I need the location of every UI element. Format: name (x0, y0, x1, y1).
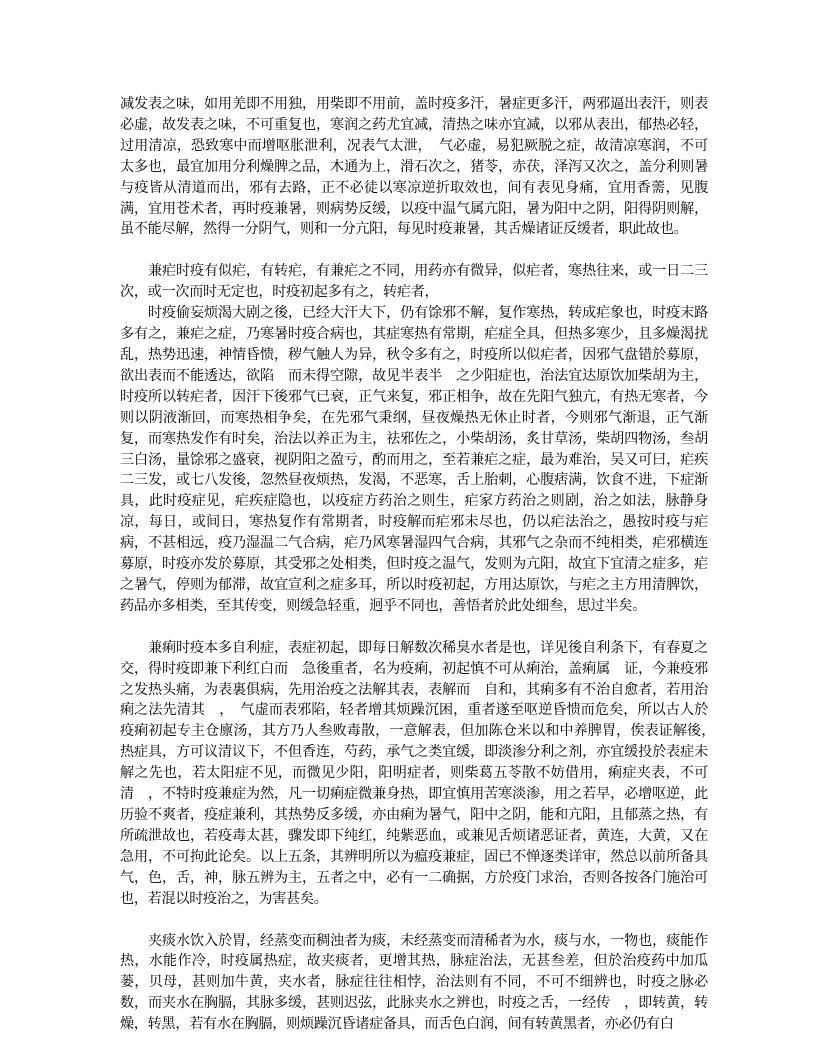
paragraph-2: 兼疟时疫有似疟，有转疟，有兼疟之不同，用药亦有微异，似疟者，寒热往来，或一日二三次，或一次而时无定也，时疫初起多有之，转疟者， (120, 263, 708, 301)
paragraph-gap (120, 240, 708, 261)
document-page (120, 94, 722, 1035)
paragraph-4: 兼痢时疫本多自利症，表症初起，即每日解数次稀臭水者是也，详见後自利条下，有春夏之交，得时疫即兼下利红白而 急後重者，名为疫痢，初起慎不可从痢治，盖痢属 证，今兼疫邪之发热头痛，为表裏俱病，先用治疫之法解其表，表解而 自和，其痢多有不治自愈者，若用治痢之法先清其 ， 气虚而表邪陷，轻者增其烦躁沉困，重者遂至呕逆昏愦而危矣，所以古人於疫痢初起专主仓廪汤，其方乃人叁败毒散，一意解表，但加陈仓米以和中养脾胃，俟表证解後， 热症具，方可议清议下，不但香连，芍药，承气之类宜缓，即淡渗分利之剂，亦宜缓投於表症未解之先也，若太阳症不见，而微见少阳，阳明症者，则柴葛五苓散不妨借用，痢症夹表，不可清 ，不特时疫兼症为然，凡一切痢症微兼身热，即宜慎用苦寒淡渗，用之若早，必增呕逆，此历验不爽者，疫症兼利，其热势反多缓，亦由痢为暑气，阳中之阴，能和亢阳，且郁蒸之热，有所疏泄故也，若疫毒太甚，骤发即下纯红，纯紫恶血，或兼见舌烦诸恶证者，黄连，大黄，又在急用，不可拘此论矣。以上五条，其辨明所以为瘟疫兼症，固已不惮逐类详审，然总以前所备具气，色，舌，神，脉五辨为主，五者之中，必有一二确据，方於疫门求治，否则各按各门施治可也，若混以时疫治之，为害甚矣。 (120, 639, 722, 907)
paragraph-gap (120, 910, 708, 931)
paragraph-5: 夹痰水饮入於胃，经蒸变而稠浊者为痰，未经蒸变而清稀者为水，痰与水，一物也，痰能作热，水能作冷，时疫属热症，故夹痰者，更增其热，脉症治法，无甚叁差，但於治疫药中加瓜蒌，贝母，甚则加牛黄，夹水者，脉症往往相悖，治法则有不同，不可不细辨也，时疫之脉必数，而夹水在胸膈，其脉多缓，甚则迟弦，此脉夹水之辨也，时疫之舌，一经传 ，即转黄，转燥，转黑，若有水在胸膈，则烦躁沉昏诸症备具，而舌色白润，间有转黄黑者，亦必仍有白 (120, 932, 708, 1033)
paragraph-1: 减发表之味，如用羌即不用独，用柴即不用前，盖时疫多汗，暑症更多汗，两邪逼出表汗，则表必虚，故发表之味，不可重复也，寒润之药尤宜减，清热之味亦宜减，以邪从表出，郁热必轻，过用清凉，恐致寒中而增呕胀泄利，况表气太泄， 气必虚，易犯厥脱之症，故清凉寒润，不可太多也，最宜加用分利燥脾之品，木通为上，滑石次之，猪苓，赤茯，泽泻又次之，盖分利则暑与疫皆从清道而出，邪有去路，正不必徒以寒凉逆折取效也，间有表见身痛，宜用香薷，见腹满，宜用苍术者，再时疫兼暑，则病势反缓，以疫中温气属亢阳，暑为阳中之阴，阳得阴则解，虽不能尽解，然得一分阴气，则和一分亢阳，每见时疫兼暑，其舌燥诸证反缓者，职此故也。 (120, 96, 708, 238)
paragraph-gap (120, 617, 708, 638)
paragraph-3: 时疫偷妄烦渴大剧之後，已经大汗大下，仍有馀邪不解，复作寒热，转成疟象也，时疫末路多有之，兼疟之症，乃寒暑时疫合病也，其症寒热有常期，疟症全具，但热多寒少，且多燥渴扰乱，热势迅速，神情昏愦，秽气触人为异，秋令多有之，时疫所以似疟者，因邪气盘错於募原，欲出表而不能透达，欲陷 而未得空隙，故见半表半 之少阳症也，治法宜达原饮加柴胡为主，时疫所以转疟者，因汗下後邪气已衰，正气来复，邪正相争，故在先阳气独亢，有热无寒者，今则以阴液渐回，而寒热相争矣，在先邪气秉纲，昼夜燥热无休止时者，今则邪气渐退，正气渐复，而寒热发作有时矣，治法以养正为主，祛邪佐之，小柴胡汤，炙甘草汤，柴胡四物汤，叁胡三白汤，量馀邪之盛衰，视阴阳之盈亏，酌而用之，至若兼疟之症，最为难治，吴又可曰，疟疾二三发，或七八发後，忽然昼夜烦热，发渴，不恶寒，舌上胎刺，心腹痞满，饮食不进，下症渐具，此时疫症见，疟疾症隐也，以疫症方药治之则生，疟家方药治之则剧，治之如法，脉静身凉，每日，或间日，寒热复作有常期者，时疫解而疟邪未尽也，仍以疟法治之，愚按时疫与疟病，不甚相远，疫乃湿温二气合病，疟乃风寒暑湿四气合病，其邪气之杂而不纯相类，疟邪横连募原，时疫亦发於募原，其受邪之处相类，但时疫之温气，发则为亢阳，故宜下宜清之症多，疟之暑气，停则为郁滞，故宜宣利之症多耳，所以时疫初起，方用达原饮，与疟之主方用清脾饮，药品亦多相类，至其传变，则缓急轻重，迥乎不同也，善悟者於此处细叁，思过半矣。 (120, 305, 708, 614)
